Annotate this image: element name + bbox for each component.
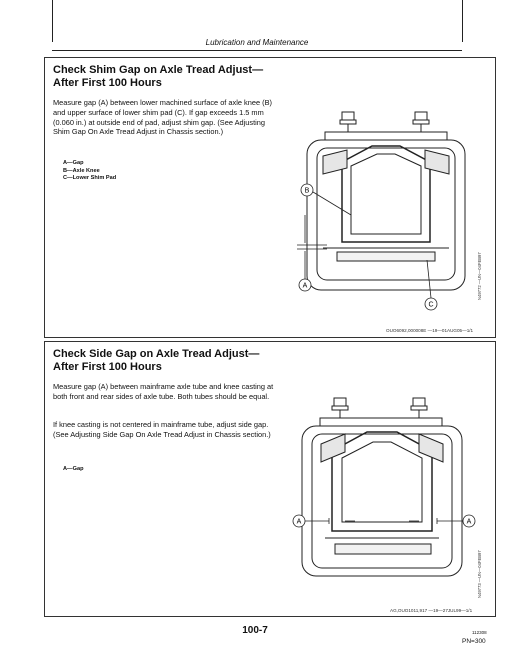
section-shim-gap xyxy=(44,57,496,338)
section-title: Check Shim Gap on Axle Tread Adjust—After First 100 Hours xyxy=(53,64,264,89)
knee-casting-illustration xyxy=(287,396,487,606)
callout-a-right: A xyxy=(466,518,472,526)
section-caption: AG,OUO1011,917 —19—27JUL99—1/1 xyxy=(390,608,473,613)
legend-list xyxy=(63,160,116,183)
axle-knee-illustration xyxy=(287,110,487,325)
footer-pn: PN=300 xyxy=(462,638,486,645)
legend-list xyxy=(63,466,84,474)
legend-item: C—Lower Shim Pad xyxy=(63,175,117,182)
figure-code: N49772 —UN—04FEB97 xyxy=(477,252,482,300)
running-header: Lubrication and Maintenance xyxy=(205,38,309,47)
callout-a-left: A xyxy=(296,518,302,526)
callout-a: A xyxy=(302,282,308,290)
section-side-gap xyxy=(44,341,496,617)
legend-item: B—Axle Knee xyxy=(63,167,100,174)
footer-code: 112308 xyxy=(472,630,487,635)
right-margin-line xyxy=(462,0,463,42)
callout-c: C xyxy=(428,301,434,309)
section-title: Check Side Gap on Axle Tread Adjust—After First 100 Hours xyxy=(53,348,260,373)
legend-item: A—Gap xyxy=(63,160,84,166)
section-body: Measure gap (A) between mainframe axle tube and knee casting at both front and rear sides of axle tube. Both tubes should be equal. xyxy=(53,382,274,401)
page-number: 100-7 xyxy=(242,625,268,636)
header-rule xyxy=(52,50,462,51)
section-body: Measure gap (A) between lower machined surface of axle knee (B) and upper surface of lower shim pad (C). If gap exceeds 1.5 mm (0.060 in.) at outside end of pad, adjust shim gap. (See Adjusting Shim Gap On Axle Tread Adjust in Chassis section.) xyxy=(53,98,272,137)
section-body: If knee casting is not centered in mainframe tube, adjust side gap. (See Adjusting Side Gap On Axle Tread Adjust in Chassis section.) xyxy=(53,420,271,439)
legend-item: A—Gap xyxy=(63,466,84,472)
section-caption: OUO6092,000008E —19—01AUG05—1/1 xyxy=(386,328,474,333)
figure-code: N49773 —UN—04FEB97 xyxy=(477,550,482,598)
left-margin-line xyxy=(52,0,53,42)
callout-b: B xyxy=(304,187,310,195)
